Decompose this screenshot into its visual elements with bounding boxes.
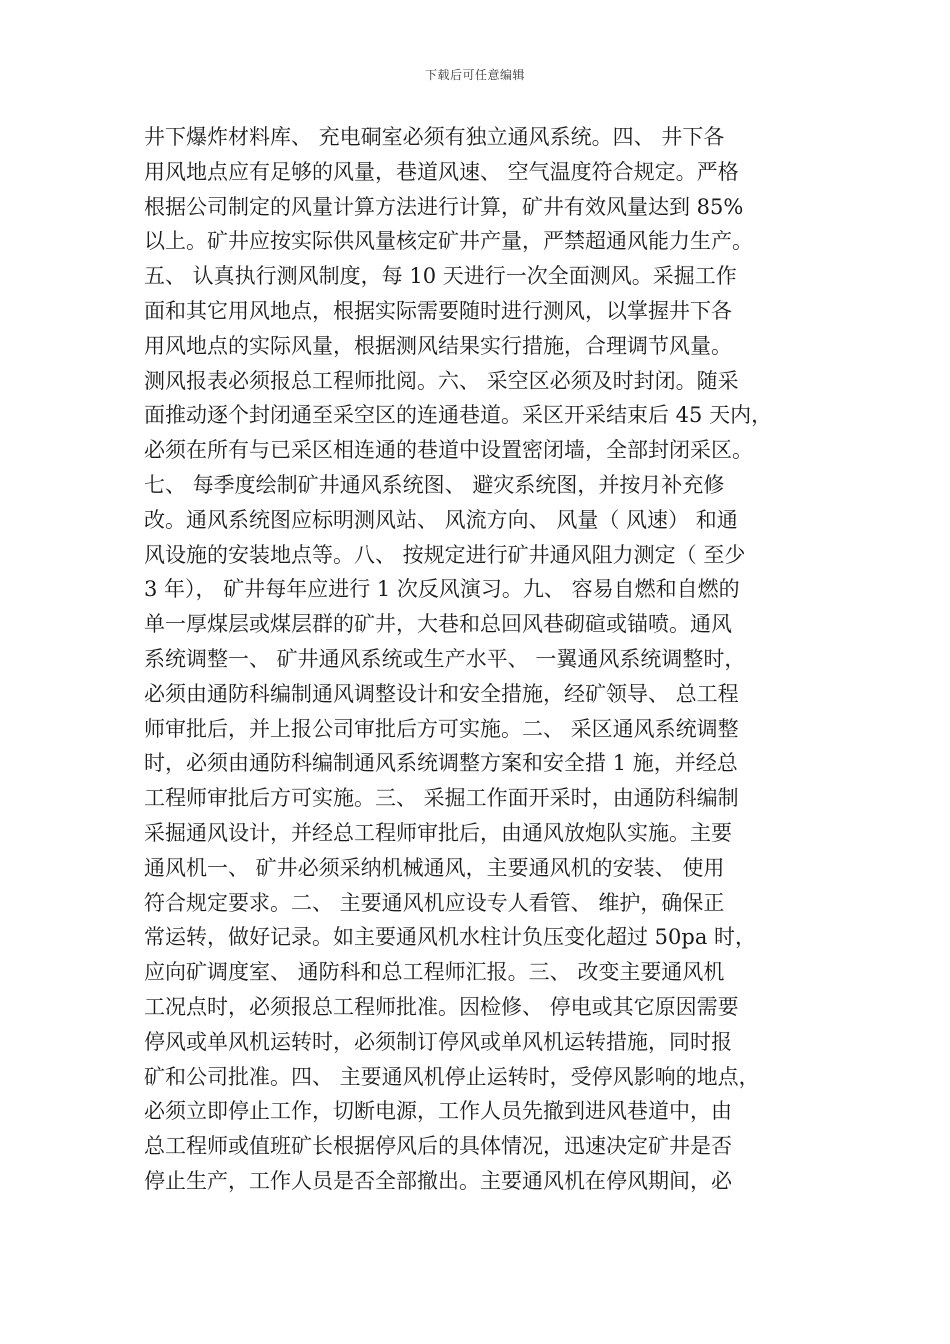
text-line: 井下爆炸材料库、 充电硐室必须有独立通风系统。四、 井下各: [144, 125, 725, 149]
text-line: 工程师审批后方可实施。三、 采掘工作面开采时，由通防科编制: [144, 786, 739, 811]
page-header: 下载后可任意编辑: [424, 68, 525, 82]
text-line: 七、 每季度绘制矿井通风系统图、 避灾系统图，并按月补充修: [144, 472, 725, 497]
text-line: 符合规定要求。二、 主要通风机应设专人看管、 维护，确保正: [144, 890, 725, 915]
text-line: 风设施的安装地点等。八、 按规定进行矿井通风阻力测定（ 至少: [144, 542, 746, 567]
text-line: 必须在所有与已采区相连通的巷道中设置密闭墙，全部封闭采区。: [144, 438, 753, 463]
document-body: [144, 120, 824, 1199]
text-line: 总工程师或值班矿长根据停风后的具体情况，迅速决定矿井是否: [144, 1134, 732, 1159]
text-line: 必须立即停止工作，切断电源，工作人员先撤到进风巷道中，由: [144, 1099, 732, 1124]
text-line: 以上。矿井应按实际供风量核定矿井产量，严禁超通风能力生产。: [144, 229, 753, 254]
text-line: 用风地点的实际风量，根据测风结果实行措施，合理调节风量。: [144, 333, 732, 358]
text-line: 改。通风系统图应标明测风站、 风流方向、 风量（ 风速） 和通: [144, 507, 738, 532]
text-line: 测风报表必须报总工程师批阅。六、 采空区必须及时封闭。随采: [144, 368, 739, 393]
text-line: 通风机一、 矿井必须采纳机械通风，主要通风机的安装、 使用: [144, 855, 725, 880]
text-line: 必须由通防科编制通风调整设计和安全措施，经矿领导、 总工程: [144, 681, 739, 706]
text-line: 应向矿调度室、 通防科和总工程师汇报。三、 改变主要通风机: [144, 960, 725, 985]
text-line: 常运转，做好记录。如主要通风机水柱计负压变化超过 50pa 时，: [144, 925, 757, 950]
text-line: 根据公司制定的风量计算方法进行计算，矿井有效风量达到 85%: [144, 194, 744, 219]
text-line: 工况点时，必须报总工程师批准。因检修、 停电或其它原因需要: [144, 994, 739, 1019]
text-line: 停止生产，工作人员是否全部撤出。主要通风机在停风期间，必: [144, 1168, 732, 1193]
text-line: 3 年）， 矿井每年应进行 1 次反风演习。九、 容易自燃和自燃的: [144, 577, 740, 602]
text-line: 单一厚煤层或煤层群的矿井，大巷和总回风巷砌碹或锚喷。通风: [144, 612, 732, 637]
text-line: 采掘通风设计，并经总工程师审批后，由通风放炮队实施。主要: [144, 820, 732, 845]
text-line: 面推动逐个封闭通至采空区的连通巷道。采区开采结束后 45 天内，: [144, 403, 773, 428]
text-line: 五、 认真执行测风制度，每 10 天进行一次全面测风。采掘工作: [144, 264, 737, 289]
text-line: 矿和公司批准。四、 主要通风机停止运转时，受停风影响的地点，: [144, 1064, 760, 1089]
text-line: 面和其它用风地点，根据实际需要随时进行测风，以掌握井下各: [144, 298, 732, 323]
text-line: 时，必须由通防科编制通风系统调整方案和安全措 1 施，并经总: [144, 751, 738, 776]
text-line: 系统调整一、 矿井通风系统或生产水平、 一翼通风系统调整时，: [144, 646, 746, 671]
text-line: 用风地点应有足够的风量，巷道风速、 空气温度符合规定。严格: [144, 159, 739, 184]
text-line: 师审批后，并上报公司审批后方可实施。二、 采区通风系统调整: [144, 716, 739, 741]
text-line: 停风或单风机运转时，必须制订停风或单风机运转措施，同时报: [144, 1029, 732, 1054]
